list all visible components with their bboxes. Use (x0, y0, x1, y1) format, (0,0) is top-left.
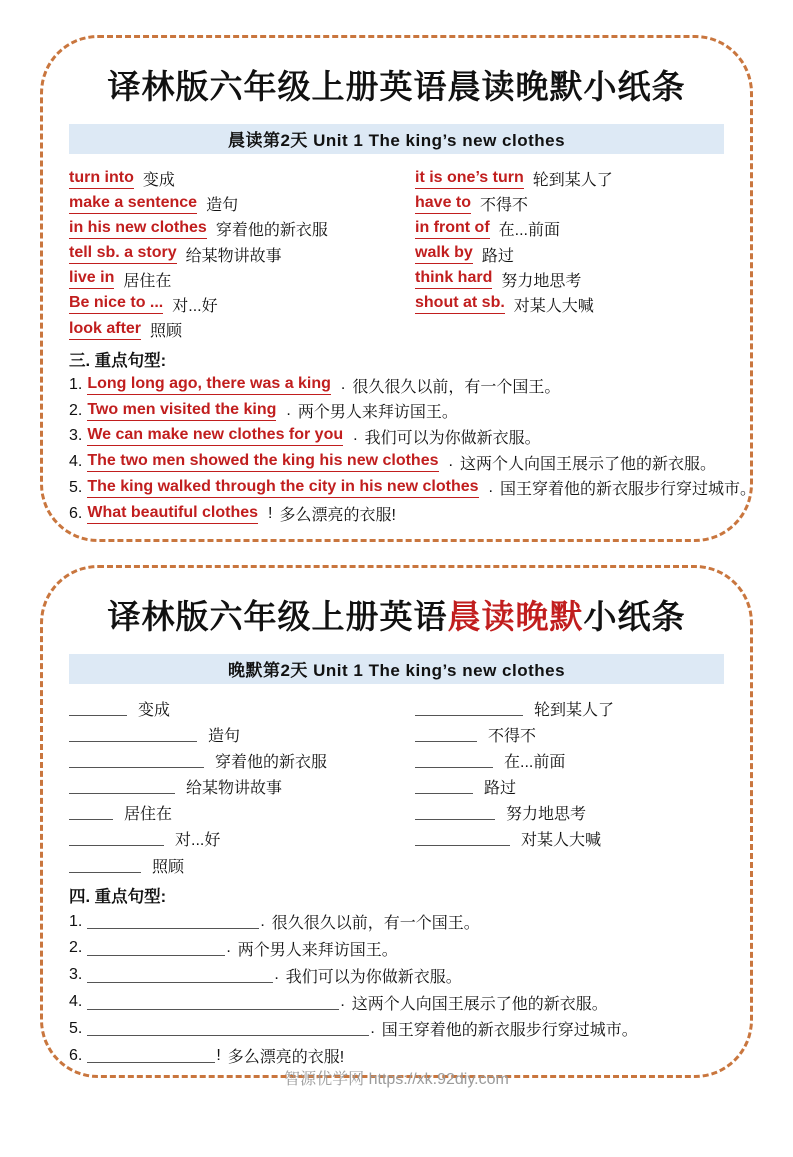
blank-phrase-row (415, 721, 724, 747)
title-segment: 小纸条 (583, 598, 686, 635)
answer-blank (69, 753, 204, 768)
phrase-chinese: 努力地思考 (501, 272, 582, 290)
answer-blank (69, 805, 113, 820)
blank-phrase-row (69, 800, 415, 826)
phrase-chinese: 路过 (484, 780, 517, 798)
sentence-punct: . (286, 401, 291, 419)
phrase-chinese: 造句 (208, 727, 241, 745)
answer-blank (415, 779, 473, 794)
sentence-english: Long long ago, there was a king (87, 375, 331, 395)
sentence-row (69, 424, 724, 450)
sentence-row (69, 1042, 724, 1069)
morning-section-header-label: 晨读第2天 Unit 1 The king’s new clothes (227, 131, 566, 151)
phrase-row (69, 242, 415, 267)
answer-blank (415, 805, 495, 820)
blank-phrase-row (69, 747, 415, 773)
sentence-english: We can make new clothes for you (87, 426, 343, 446)
sentence-number: 4. (69, 993, 83, 1011)
phrase-chinese: 对...好 (172, 297, 218, 315)
blank-phrase-row (415, 774, 724, 800)
sentence-number: 3. (69, 966, 83, 984)
sentence-chinese: 这两个人向国王展示了他的新衣服。 (459, 455, 716, 473)
phrase-row (415, 242, 724, 267)
site-watermark: 智源优学网 https://xk.92diy.com (284, 1071, 509, 1088)
sentence-punct: . (226, 939, 231, 957)
sentence-english: What beautiful clothes (87, 504, 258, 524)
evening-key-sentences-heading: 四. 重点句型: (69, 888, 167, 907)
phrase-chinese: 对某人大喊 (513, 297, 594, 315)
phrase-chinese: 对...好 (175, 832, 221, 850)
phrase-row (415, 216, 724, 241)
morning-sentence-list (69, 372, 756, 526)
phrase-english: walk by (415, 244, 473, 264)
sentence-row (69, 989, 724, 1016)
sentence-number: 6. (69, 504, 83, 522)
phrase-row (69, 317, 415, 342)
phrase-english: look after (69, 320, 141, 340)
answer-blank (69, 701, 127, 716)
sentence-punct: . (370, 1019, 375, 1037)
phrase-english: turn into (69, 169, 134, 189)
answer-blank (69, 858, 141, 873)
evening-blanks-left (69, 695, 415, 878)
morning-card-title (69, 68, 724, 107)
phrase-english: make a sentence (69, 194, 197, 214)
sentence-row (69, 501, 724, 527)
blank-phrase-row (69, 852, 415, 878)
phrase-english: Be nice to ... (69, 294, 163, 314)
phrase-row (415, 292, 724, 317)
morning-reading-card (40, 35, 756, 542)
phrase-chinese: 在...前面 (504, 753, 566, 771)
sentence-row (69, 449, 724, 475)
sentence-row (69, 372, 724, 398)
phrase-english: it is one’s turn (415, 169, 524, 189)
morning-phrase-list (69, 166, 724, 342)
sentence-row (69, 908, 724, 935)
sentence-chinese: 我们可以为你做新衣服。 (285, 968, 462, 986)
sentence-chinese: 多么漂亮的衣服! (227, 1049, 345, 1067)
phrase-english: tell sb. a story (69, 244, 177, 264)
sentence-chinese: 国王穿着他的新衣服步行穿过城市。 (499, 481, 756, 499)
blank-phrase-row (69, 695, 415, 721)
sentence-number: 3. (69, 427, 83, 445)
phrase-row (69, 191, 415, 216)
sentence-chinese: 很久很久以前，有一个国王。 (352, 378, 561, 396)
sentence-punct: . (340, 993, 345, 1011)
phrase-chinese: 居住在 (124, 806, 173, 824)
phrase-chinese: 给某物讲故事 (186, 780, 283, 798)
phrase-english: have to (415, 194, 471, 214)
phrase-chinese: 轮到某人了 (532, 172, 613, 190)
sentence-english: The two men showed the king his new clothes (87, 452, 438, 472)
answer-blank (87, 968, 273, 983)
title-segment: 译林版六年级上册英语 (107, 598, 448, 635)
phrase-row (69, 216, 415, 241)
phrase-chinese: 穿着他的新衣服 (215, 222, 328, 240)
phrase-chinese: 不得不 (488, 727, 537, 745)
evening-section-header (69, 654, 724, 684)
sentence-row (69, 962, 724, 989)
evening-blanks-right (415, 695, 724, 878)
sentence-row (69, 475, 756, 501)
phrase-chinese: 对某人大喊 (521, 832, 602, 850)
phrase-chinese: 照顾 (152, 858, 185, 876)
phrase-english: live in (69, 269, 114, 289)
phrase-row (69, 267, 415, 292)
answer-blank (87, 1048, 215, 1063)
answer-blank (415, 701, 523, 716)
phrase-row (415, 267, 724, 292)
sentence-english: Two men visited the king (87, 401, 276, 421)
phrase-english: in his new clothes (69, 219, 207, 239)
sentence-number: 1. (69, 912, 83, 930)
blank-phrase-row (415, 800, 724, 826)
phrase-chinese: 在...前面 (498, 222, 560, 240)
sentence-number: 1. (69, 376, 83, 394)
blank-phrase-row (415, 747, 724, 773)
phrase-chinese: 穿着他的新衣服 (215, 753, 328, 771)
phrase-english: think hard (415, 269, 492, 289)
blank-phrase-row (415, 695, 724, 721)
answer-blank (415, 831, 510, 846)
evening-section-header-label: 晚默第2天 Unit 1 The king’s new clothes (227, 661, 566, 681)
sentence-number: 6. (69, 1046, 83, 1064)
answer-blank (415, 727, 477, 742)
phrase-row (415, 191, 724, 216)
morning-phrases-left (69, 166, 415, 342)
phrase-chinese: 照顾 (150, 323, 183, 341)
sentence-punct: . (340, 376, 346, 394)
morning-key-sentences-heading: 三. 重点句型: (69, 352, 167, 371)
sentence-number: 5. (69, 1019, 83, 1037)
phrase-row (69, 292, 415, 317)
title-segment: 译林版六年级上册英语晨读晚默小纸条 (107, 68, 686, 105)
phrase-chinese: 努力地思考 (506, 806, 587, 824)
sentence-punct: . (260, 912, 265, 930)
sentence-chinese: 两个男人来拜访国王。 (237, 941, 398, 959)
sentence-punct: ! (268, 504, 273, 522)
sentence-english: The king walked through the city in his new clothes (87, 478, 478, 498)
sentence-chinese: 两个男人来拜访国王。 (297, 404, 458, 422)
answer-blank (415, 753, 493, 768)
phrase-english: shout at sb. (415, 294, 505, 314)
evening-blank-list (69, 695, 724, 878)
blank-phrase-row (69, 721, 415, 747)
phrase-chinese: 路过 (481, 247, 514, 265)
sentence-number: 2. (69, 401, 83, 419)
sentence-chinese: 多么漂亮的衣服! (279, 507, 396, 525)
phrase-chinese: 不得不 (480, 197, 529, 215)
morning-section-header (69, 124, 724, 154)
sentence-number: 2. (69, 939, 83, 957)
blank-phrase-row (69, 774, 415, 800)
morning-phrases-right (415, 166, 724, 342)
phrase-chinese: 造句 (206, 197, 239, 215)
sentence-row (69, 935, 724, 962)
answer-blank (69, 727, 197, 742)
answer-blank (87, 941, 225, 956)
phrase-chinese: 变成 (142, 172, 175, 190)
blank-phrase-row (69, 826, 415, 852)
answer-blank (69, 831, 164, 846)
title-highlight: 晨读晚默 (447, 598, 584, 635)
sentence-punct: . (488, 478, 493, 496)
sentence-punct: . (274, 966, 279, 984)
evening-card-title (69, 598, 724, 637)
blank-phrase-row (415, 826, 724, 852)
phrase-row (69, 166, 415, 191)
sentence-punct: . (353, 427, 358, 445)
phrase-english: in front of (415, 219, 490, 239)
sentence-row (69, 398, 724, 424)
evening-dictation-card (40, 565, 753, 1078)
sentence-number: 5. (69, 478, 83, 496)
phrase-row (415, 166, 724, 191)
answer-blank (87, 914, 259, 929)
answer-blank (87, 1021, 369, 1036)
phrase-chinese: 给某物讲故事 (185, 247, 282, 265)
sentence-chinese: 很久很久以前，有一个国王。 (271, 915, 480, 933)
sentence-punct: ! (216, 1046, 221, 1064)
answer-blank (69, 779, 175, 794)
sentence-chinese: 这两个人向国王展示了他的新衣服。 (351, 995, 608, 1013)
sentence-chinese: 国王穿着他的新衣服步行穿过城市。 (381, 1022, 638, 1040)
sentence-row (69, 1015, 724, 1042)
sentence-number: 4. (69, 453, 83, 471)
phrase-chinese: 居住在 (123, 272, 172, 290)
evening-sentence-list (69, 908, 724, 1069)
phrase-chinese: 变成 (138, 701, 171, 719)
phrase-chinese: 轮到某人了 (534, 701, 615, 719)
sentence-chinese: 我们可以为你做新衣服。 (364, 429, 541, 447)
sentence-punct: . (448, 453, 453, 471)
answer-blank (87, 995, 339, 1010)
